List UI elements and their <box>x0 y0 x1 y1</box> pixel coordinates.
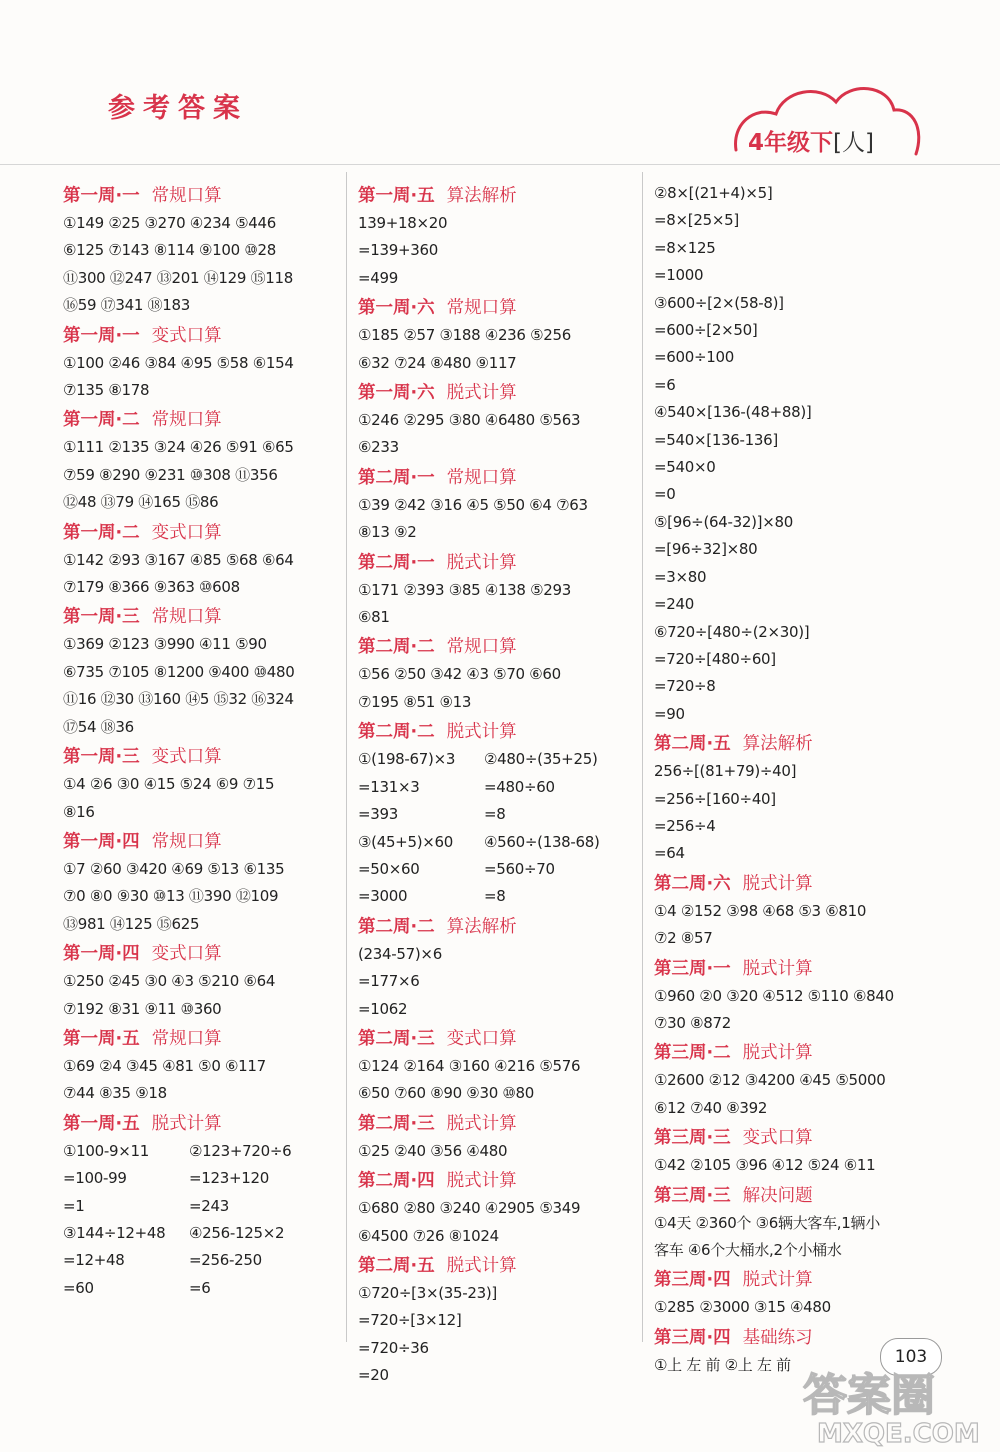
section-week-day: 第三周·一 <box>654 958 731 979</box>
answer-line: ①720÷[3×(35-23)] <box>358 1283 497 1302</box>
section-heading <box>63 603 338 631</box>
section-week-day: 第二周·三 <box>358 1028 435 1049</box>
answer-line: =499 <box>358 268 398 287</box>
answer-line: ⑦135 ⑧178 <box>63 381 150 400</box>
answer-section <box>358 182 638 292</box>
answer-right: =480÷60 <box>484 777 555 796</box>
section-week-day: 第一周·六 <box>358 383 435 404</box>
answer-line: ⑰54 ⑱36 <box>63 717 134 736</box>
answer-left: =100-99 <box>63 1169 127 1188</box>
answer-line: ⑦0 ⑧0 ⑨30 ⑩13 ⑪390 ⑫109 <box>63 887 279 906</box>
answer-column-1 <box>63 180 338 1302</box>
answer-section <box>63 1110 338 1302</box>
answer-right: ④560÷(138-68) <box>484 832 600 851</box>
section-heading <box>63 406 338 434</box>
answer-line: ⑥50 ⑦60 ⑧90 ⑨30 ⑩80 <box>358 1084 535 1103</box>
answer-section <box>63 940 338 1023</box>
section-type: 变式口算 <box>446 1028 517 1049</box>
section-type: 常规口算 <box>151 831 222 852</box>
section-heading <box>654 1039 934 1067</box>
answer-line: ①2600 ②12 ③4200 ④45 ⑤5000 <box>654 1071 886 1090</box>
section-week-day: 第一周·三 <box>63 747 140 768</box>
answer-right: =243 <box>189 1196 229 1215</box>
page-header <box>0 0 1000 165</box>
section-heading <box>63 828 338 856</box>
page-number: 103 <box>880 1338 942 1376</box>
answer-line: =177×6 <box>358 972 420 991</box>
section-type: 常规口算 <box>446 467 517 488</box>
publisher-tag: [人] <box>833 130 874 156</box>
section-type: 脱式计算 <box>446 722 517 743</box>
section-week-day: 第三周·二 <box>654 1043 731 1064</box>
section-type: 常规口算 <box>446 298 517 319</box>
section-week-day: 第二周·五 <box>358 1255 435 1276</box>
answer-line: =540×[136-136] <box>654 430 778 449</box>
answer-line: =720÷[480÷60] <box>654 649 776 668</box>
answer-line: ③600÷[2×(58-8)] <box>654 293 784 312</box>
section-heading <box>63 519 338 547</box>
answer-line: =8×125 <box>654 238 716 257</box>
answer-left: =1 <box>63 1196 85 1215</box>
answer-section <box>63 1025 338 1108</box>
svg-text:MXQE.COM: MXQE.COM <box>817 1419 980 1448</box>
answer-line: ②8×[(21+4)×5] <box>654 184 773 202</box>
answer-section <box>63 182 338 320</box>
answer-pair-row <box>358 801 638 828</box>
section-type: 变式口算 <box>151 747 222 768</box>
section-week-day: 第二周·二 <box>358 722 435 743</box>
answer-pair-row <box>63 1165 338 1192</box>
answer-section <box>654 1266 934 1321</box>
answer-left: =131×3 <box>358 777 420 796</box>
section-type: 常规口算 <box>151 186 222 206</box>
section-heading <box>358 549 638 577</box>
section-week-day: 第一周·四 <box>63 944 140 965</box>
answer-line: ①680 ②80 ③240 ④2905 ⑤349 <box>358 1199 581 1218</box>
answer-section <box>654 180 934 728</box>
answer-section <box>358 1025 638 1108</box>
section-type: 算法解析 <box>742 734 813 755</box>
section-heading <box>358 1110 638 1138</box>
answer-line: =139+360 <box>358 241 438 260</box>
answer-section <box>358 633 638 716</box>
section-type: 变式口算 <box>742 1128 813 1149</box>
section-heading <box>654 1266 934 1294</box>
answer-line: ①250 ②45 ③0 ④3 ⑤210 ⑥64 <box>63 972 276 991</box>
section-type: 脱式计算 <box>742 1270 813 1291</box>
answer-line: =540×0 <box>654 458 716 477</box>
section-week-day: 第一周·二 <box>63 410 140 431</box>
answer-line: =6 <box>654 375 676 394</box>
answer-section <box>358 1110 638 1165</box>
answer-section <box>358 1167 638 1250</box>
answer-line: =8×[25×5] <box>654 211 739 230</box>
answer-section <box>358 549 638 632</box>
answer-left: ③(45+5)×60 <box>358 832 454 851</box>
answer-pair-row <box>63 1193 338 1220</box>
answer-line: ⑪16 ⑫30 ⑬160 ⑭5 ⑮32 ⑯324 <box>63 690 294 709</box>
section-type: 变式口算 <box>151 522 222 543</box>
answer-pair-row <box>358 856 638 883</box>
section-type: 脱式计算 <box>446 552 517 573</box>
answer-line: ⑦44 ⑧35 ⑨18 <box>63 1084 167 1103</box>
answer-line: =20 <box>358 1366 389 1385</box>
answer-pair-row <box>358 774 638 801</box>
answer-left: ③144÷12+48 <box>63 1223 166 1242</box>
answer-right: =123+120 <box>189 1169 269 1188</box>
answer-line: ①960 ②0 ③20 ④512 ⑤110 ⑥840 <box>654 986 894 1005</box>
section-week-day: 第一周·一 <box>63 325 140 346</box>
answer-line: ①111 ②135 ③24 ④26 ⑤91 ⑥65 <box>63 438 294 457</box>
answer-section <box>654 1182 934 1265</box>
answer-section <box>358 379 638 462</box>
section-type: 变式口算 <box>151 944 222 965</box>
answer-line: ①142 ②93 ③167 ④85 ⑤68 ⑥64 <box>63 550 294 569</box>
answer-line: ⑤[96÷(64-32)]×80 <box>654 512 793 531</box>
answer-line: ⑧16 <box>63 802 95 821</box>
answer-right: =6 <box>189 1278 211 1297</box>
answer-right: =8 <box>484 805 506 824</box>
answer-left: =3000 <box>358 887 408 906</box>
answer-section <box>63 322 338 405</box>
section-heading <box>358 1025 638 1053</box>
section-heading <box>358 1252 638 1280</box>
column-divider <box>346 172 347 1342</box>
answer-line: ①149 ②25 ③270 ④234 ⑤446 <box>63 214 277 232</box>
page-title: 参考答案 <box>108 93 248 124</box>
column-divider <box>642 172 643 1342</box>
section-heading <box>654 730 934 758</box>
section-heading <box>358 633 638 661</box>
answer-line: 客车 ④6个大桶水,2个小桶水 <box>654 1241 842 1259</box>
answer-line: =256÷4 <box>654 816 716 835</box>
section-heading <box>358 464 638 492</box>
answer-section <box>654 1039 934 1122</box>
section-week-day: 第三周·四 <box>654 1270 731 1291</box>
section-week-day: 第一周·五 <box>63 1028 140 1049</box>
answer-line: =720÷36 <box>358 1338 429 1357</box>
grade-label <box>748 124 874 157</box>
section-week-day: 第一周·四 <box>63 831 140 852</box>
answer-line: =90 <box>654 704 685 723</box>
section-week-day: 第二周·四 <box>358 1171 435 1192</box>
answer-section <box>63 743 338 826</box>
answer-left: =50×60 <box>358 859 420 878</box>
answer-column-3 <box>654 180 934 1379</box>
answer-right: ②123+720÷6 <box>189 1141 292 1160</box>
answer-line: ①42 ②105 ③96 ④12 ⑤24 ⑥11 <box>654 1156 876 1175</box>
section-type: 常规口算 <box>151 607 222 628</box>
answer-right: ④256-125×2 <box>189 1223 285 1242</box>
section-week-day: 第一周·五 <box>63 1113 140 1134</box>
answer-line: ①上 左 前 ②上 左 前 <box>654 1355 791 1374</box>
answer-pair-row <box>358 829 638 856</box>
answer-left: =393 <box>358 805 398 824</box>
answer-line: =720÷[3×12] <box>358 1311 462 1330</box>
answer-line: ①185 ②57 ③188 ④236 ⑤256 <box>358 326 572 345</box>
answer-section <box>654 730 934 868</box>
answer-line: ⑦195 ⑧51 ⑨13 <box>358 692 472 711</box>
answer-line: ⑥12 ⑦40 ⑧392 <box>654 1098 768 1117</box>
section-heading <box>358 718 638 746</box>
watermark-logo-icon <box>795 1362 995 1448</box>
section-type: 常规口算 <box>151 410 222 431</box>
answer-right: =560÷70 <box>484 859 555 878</box>
answer-line: ⑦59 ⑧290 ⑨231 ⑩308 ⑪356 <box>63 465 278 484</box>
answer-line: ①56 ②50 ③42 ④3 ⑤70 ⑥60 <box>358 665 561 684</box>
section-week-day: 第二周·三 <box>358 1113 435 1134</box>
section-heading <box>63 743 338 771</box>
answer-line: =3×80 <box>654 567 707 586</box>
answer-left: =12+48 <box>63 1251 125 1270</box>
answer-section <box>358 718 638 910</box>
answer-section <box>654 955 934 1038</box>
section-type: 变式口算 <box>151 325 222 346</box>
answer-section <box>358 464 638 547</box>
answer-line: ①369 ②123 ③990 ④11 ⑤90 <box>63 635 267 654</box>
section-heading <box>358 379 638 407</box>
section-type: 算法解析 <box>446 916 517 937</box>
answer-section <box>654 1124 934 1179</box>
answer-left: =60 <box>63 1278 94 1297</box>
answer-line: ⑯59 ⑰341 ⑱183 <box>63 296 190 315</box>
answer-right: =8 <box>484 887 506 906</box>
section-type: 脱式计算 <box>742 958 813 979</box>
section-week-day: 第二周·一 <box>358 467 435 488</box>
answer-line: ⑥735 ⑦105 ⑧1200 ⑨400 ⑩480 <box>63 662 295 681</box>
answer-line: =1062 <box>358 999 408 1018</box>
answer-line: ①39 ②42 ③16 ④5 ⑤50 ⑥4 ⑦63 <box>358 495 588 514</box>
section-heading <box>358 182 638 210</box>
answer-line: ①100 ②46 ③84 ④95 ⑤58 ⑥154 <box>63 353 294 372</box>
answer-line: (234-57)×6 <box>358 944 442 963</box>
section-week-day: 第二周·六 <box>654 873 731 894</box>
answer-line: ④540×[136-(48+88)] <box>654 403 812 422</box>
section-type: 脱式计算 <box>151 1113 222 1134</box>
section-type: 常规口算 <box>446 637 517 658</box>
answer-line: ①285 ②3000 ③15 ④480 <box>654 1298 831 1317</box>
answer-line: ①4 ②152 ③98 ④68 ⑤3 ⑥810 <box>654 901 867 920</box>
answer-line: ⑥4500 ⑦26 ⑧1024 <box>358 1226 499 1245</box>
answer-pair-row <box>358 746 638 773</box>
answer-line: ①4天 ②360个 ③6辆大客车,1辆小 <box>654 1213 880 1232</box>
section-week-day: 第三周·三 <box>654 1185 731 1206</box>
answer-line: ①7 ②60 ③420 ④69 ⑤13 ⑥135 <box>63 859 285 878</box>
answer-line: =[96÷32]×80 <box>654 540 758 559</box>
answer-line: ⑥81 <box>358 608 390 627</box>
answer-line: ⑦30 ⑧872 <box>654 1013 731 1032</box>
answer-line: ①69 ②4 ③45 ④81 ⑤0 ⑥117 <box>63 1056 266 1075</box>
section-heading <box>358 294 638 322</box>
section-week-day: 第一周·三 <box>63 607 140 628</box>
section-type: 脱式计算 <box>446 383 517 404</box>
grade-text: 4年级下 <box>748 130 834 156</box>
section-type: 常规口算 <box>151 1028 222 1049</box>
answer-line: ①25 ②40 ③56 ④480 <box>358 1141 508 1160</box>
answer-line: ①171 ②393 ③85 ④138 ⑤293 <box>358 580 572 599</box>
answer-line: =64 <box>654 844 685 863</box>
answer-line: ①4 ②6 ③0 ④15 ⑤24 ⑥9 ⑦15 <box>63 775 275 794</box>
section-week-day: 第一周·六 <box>358 298 435 319</box>
answer-line: =240 <box>654 595 694 614</box>
section-heading <box>654 870 934 898</box>
answer-section <box>358 913 638 1023</box>
section-heading <box>358 913 638 941</box>
header-divider <box>0 164 1000 165</box>
answer-line: ⑥720÷[480÷(2×30)] <box>654 622 810 641</box>
section-heading <box>654 955 934 983</box>
answer-pair-row <box>63 1247 338 1274</box>
answer-column-2 <box>358 180 638 1390</box>
answer-line: ①246 ②295 ③80 ④6480 ⑤563 <box>358 411 581 430</box>
answer-section <box>358 294 638 377</box>
answer-line: 139+18×20 <box>358 214 448 232</box>
section-type: 脱式计算 <box>742 873 813 894</box>
section-heading <box>63 322 338 350</box>
svg-text:答案圈: 答案圈 <box>803 1370 935 1421</box>
section-week-day: 第三周·三 <box>654 1128 731 1149</box>
section-week-day: 第一周·一 <box>63 186 140 206</box>
section-week-day: 第二周·一 <box>358 552 435 573</box>
section-type: 算法解析 <box>446 186 517 206</box>
answer-pair-row <box>63 1220 338 1247</box>
answer-line: ①124 ②164 ③160 ④216 ⑤576 <box>358 1056 581 1075</box>
answer-right: =256-250 <box>189 1251 262 1270</box>
section-heading <box>63 1025 338 1053</box>
answer-section <box>63 406 338 516</box>
section-type: 脱式计算 <box>446 1255 517 1276</box>
answer-line: ⑦192 ⑧31 ⑨11 ⑩360 <box>63 999 222 1018</box>
section-week-day: 第三周·四 <box>654 1327 731 1348</box>
section-type: 脱式计算 <box>446 1171 517 1192</box>
section-week-day: 第二周·二 <box>358 916 435 937</box>
answer-section <box>63 603 338 741</box>
answer-line: =600÷100 <box>654 348 734 367</box>
answer-line: ⑧13 ⑨2 <box>358 523 417 542</box>
section-heading <box>654 1182 934 1210</box>
section-week-day: 第二周·二 <box>358 637 435 658</box>
answer-section <box>63 828 338 938</box>
answer-pair-row <box>63 1138 338 1165</box>
answer-left: ①100-9×11 <box>63 1141 149 1160</box>
answer-line: =0 <box>654 485 676 504</box>
section-heading <box>358 1167 638 1195</box>
answer-line: =720÷8 <box>654 677 716 696</box>
section-week-day: 第二周·五 <box>654 734 731 755</box>
answer-line: =600÷[2×50] <box>654 321 758 340</box>
answer-line: ⑬981 ⑭125 ⑮625 <box>63 914 200 933</box>
section-type: 脱式计算 <box>742 1043 813 1064</box>
answer-pair-row <box>358 883 638 910</box>
answer-right: ②480÷(35+25) <box>484 750 598 769</box>
answer-line: ⑪300 ⑫247 ⑬201 ⑭129 ⑮118 <box>63 268 294 287</box>
answer-left: ①(198-67)×3 <box>358 750 456 769</box>
section-type: 解决问题 <box>742 1185 813 1206</box>
section-week-day: 第一周·五 <box>358 186 435 206</box>
answer-line: ⑦179 ⑧366 ⑨363 ⑩608 <box>63 578 240 597</box>
answer-line: 256÷[(81+79)÷40] <box>654 762 797 781</box>
answer-pair-row <box>63 1275 338 1302</box>
answer-section <box>358 1252 638 1390</box>
section-heading <box>63 182 338 210</box>
answer-line: =256÷[160÷40] <box>654 789 776 808</box>
answer-line: =1000 <box>654 266 704 285</box>
answer-line: ⑥233 <box>358 438 399 457</box>
answer-section <box>654 870 934 953</box>
answer-section <box>63 519 338 602</box>
section-type: 基础练习 <box>742 1327 813 1348</box>
section-type: 脱式计算 <box>446 1113 517 1134</box>
section-week-day: 第一周·二 <box>63 522 140 543</box>
section-heading <box>63 1110 338 1138</box>
answer-line: ⑫48 ⑬79 ⑭165 ⑮86 <box>63 493 219 512</box>
answer-line: ⑥32 ⑦24 ⑧480 ⑨117 <box>358 353 517 372</box>
section-heading <box>654 1124 934 1152</box>
section-heading <box>63 940 338 968</box>
answer-line: ⑥125 ⑦143 ⑧114 ⑨100 ⑩28 <box>63 241 277 260</box>
answer-line: ⑦2 ⑧57 <box>654 929 713 948</box>
